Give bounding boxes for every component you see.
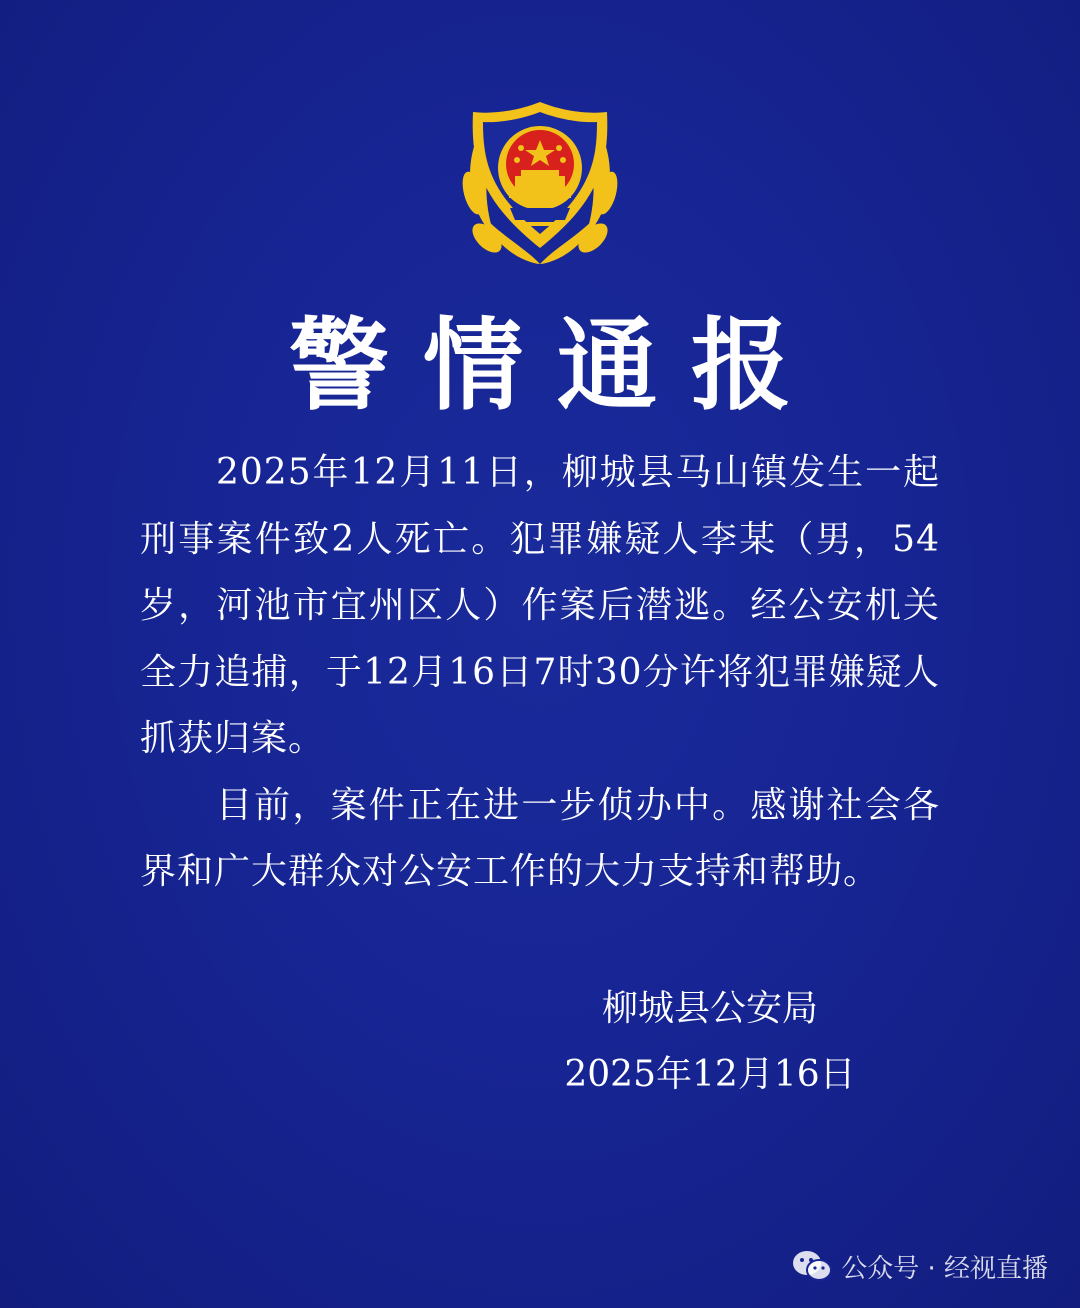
notice-paragraph: 目前，案件正在进一步侦办中。感谢社会各界和广大群众对公安工作的大力支持和帮助。 bbox=[140, 784, 940, 892]
issue-date: 2025年12月16日 bbox=[564, 1054, 856, 1095]
signature-block bbox=[560, 976, 860, 1108]
notice-body bbox=[140, 440, 940, 906]
wechat-icon bbox=[791, 1248, 833, 1284]
notice-title: 警情通报 bbox=[289, 306, 825, 424]
watermark-text: 公众号 · 经视直播 bbox=[841, 1253, 1048, 1284]
watermark bbox=[791, 1244, 1048, 1288]
issuer-name: 柳城县公安局 bbox=[601, 988, 818, 1029]
police-badge-icon bbox=[455, 98, 625, 270]
notice-paragraph: 2025年12月11日，柳城县马山镇发生一起刑事案件致2人死亡。犯罪嫌疑人李某（男，54岁，河池市宜州区人）作案后潜逃。经公安机关全力追捕，于12月16日7时30分许将犯罪嫌疑人抓获归案。 bbox=[140, 452, 940, 759]
